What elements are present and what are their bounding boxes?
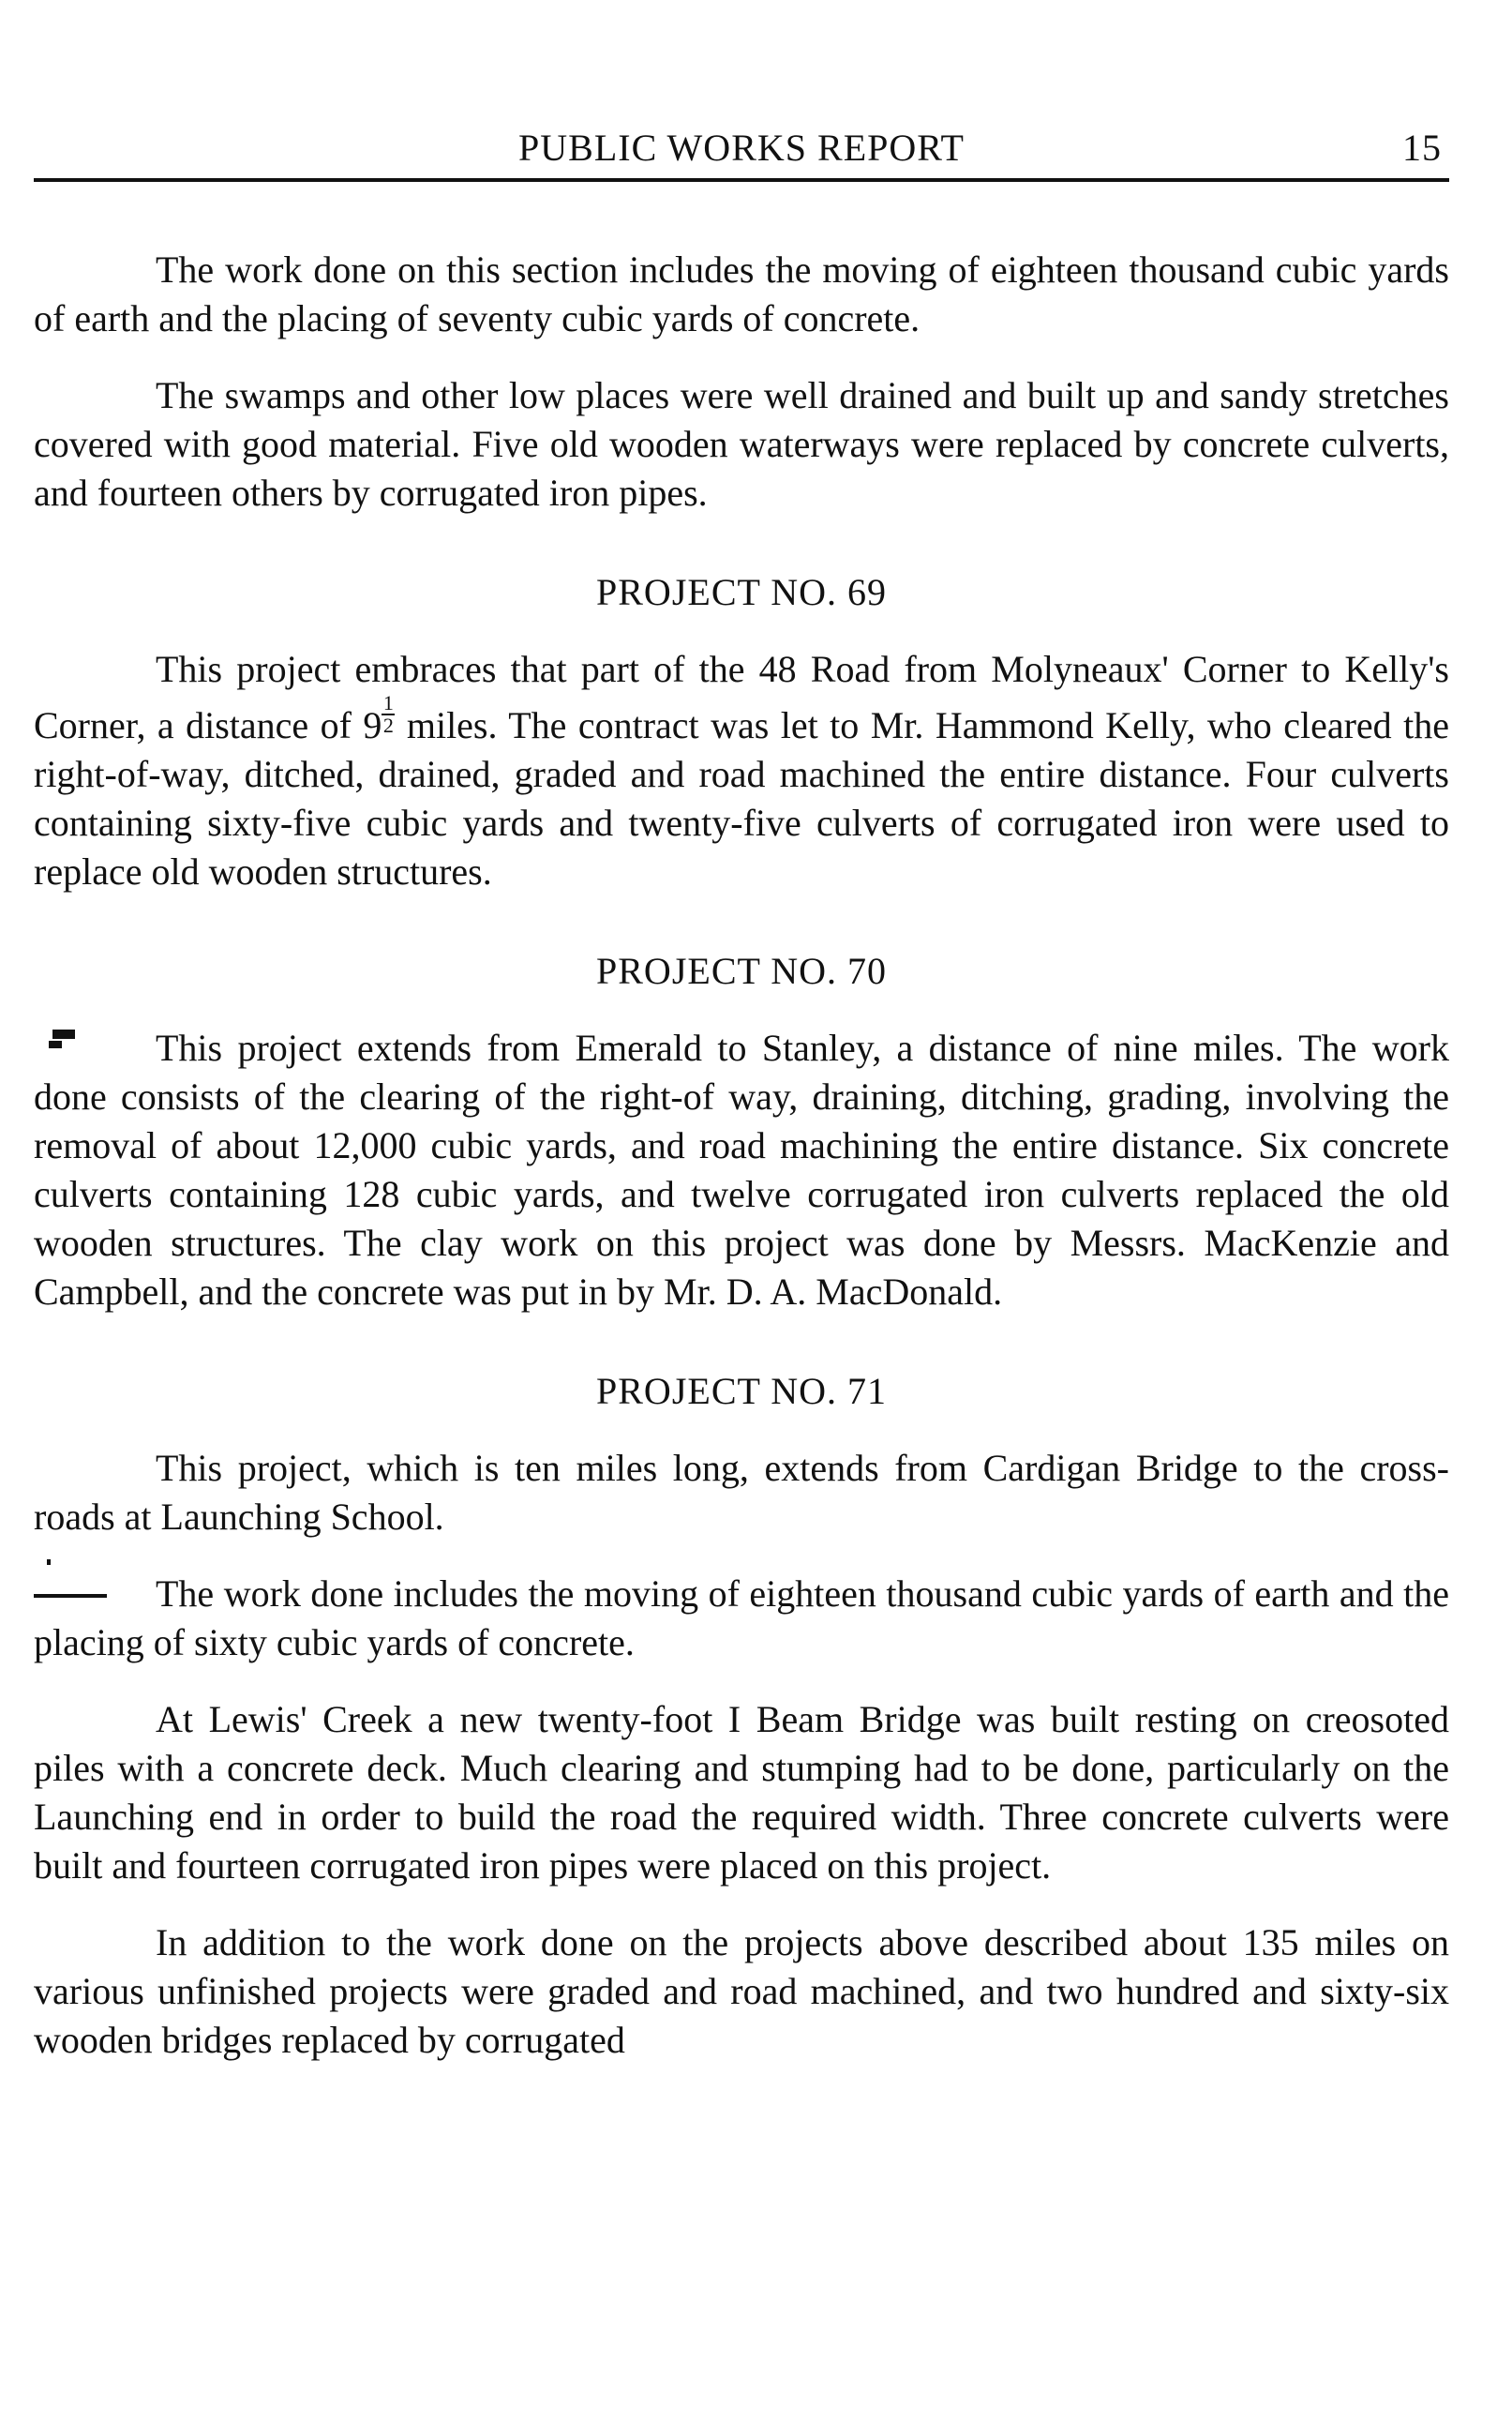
header-rule [34, 178, 1449, 182]
paragraph: The swamps and other low places were well drained and built up and sandy stretches covered with good material. Five old wooden waterways were replaced by concrete culverts, and fourteen others by corrugated iron pipes. [34, 374, 1449, 514]
body-text [34, 246, 1449, 2065]
ink-mark [52, 1030, 75, 1039]
fraction-numerator: 1 [382, 691, 394, 714]
paragraph: At Lewis' Creek a new twenty-foot I Beam Bridge was built resting on creosoted piles with a concrete deck. Much clearing and stumping had to be done, particularly on the Launching end in order to build the road the required width. Three concrete culverts were built and fourteen corrugated iron pipes were placed on this project. [34, 1698, 1449, 1887]
fraction-denominator: 2 [382, 714, 394, 737]
paragraph: In addition to the work done on the projects above described about 135 miles on various unfinished projects were graded and road machined, and two hundred and sixty-six wooden bridges replaced by corrugated [34, 1921, 1449, 2061]
ink-mark [49, 1041, 62, 1048]
document-page [34, 0, 1449, 2436]
running-title: PUBLIC WORKS REPORT [518, 127, 965, 169]
text-run: This project embraces that part of the 48 Road from Molyneaux' Corner to Kelly's Corner, a distance of 9 [34, 648, 1449, 746]
paragraph: The work done on this section includes the moving of eighteen thousand cubic yards of earth and the placing of seventy cubic yards of concrete. [34, 248, 1449, 339]
paragraph-project-69 [34, 645, 1449, 896]
section-heading-project-71: PROJECT NO. 71 [596, 1370, 887, 1412]
ink-mark [34, 1594, 107, 1598]
paragraph: The work done includes the moving of eighteen thousand cubic yards of earth and the placing of sixty cubic yards of concrete. [34, 1572, 1449, 1663]
page-number: 15 [1402, 127, 1442, 169]
fraction [382, 691, 395, 737]
paragraph: This project, which is ten miles long, extends from Cardigan Bridge to the cross-roads at Launching School. [34, 1447, 1449, 1538]
text-run: miles. The contract was let to Mr. Hammond Kelly, who cleared the right-of-way, ditched, drained, graded and road machined the entire distance. Four culverts containing sixty-five cubic yards and twenty-five culverts of corrugated iron were used to replace old wooden structures. [34, 704, 1449, 893]
section-heading-project-69: PROJECT NO. 69 [596, 571, 887, 613]
running-header [34, 120, 1449, 173]
paragraph-project-70: This project extends from Emerald to Stanley, a distance of nine miles. The work done consists of the clearing of the right-of way, draining, ditching, grading, involving the removal of about 12,000 cubic yards, and road machining the entire distance. Six concrete culverts containing 128 cubic yards, and twelve corrugated iron culverts replaced the old wooden structures. The clay work on this project was done by Messrs. MacKenzie and Campbell, and the concrete was put in by Mr. D. A. MacDonald. [34, 1027, 1449, 1313]
section-heading-project-70: PROJECT NO. 70 [596, 950, 887, 992]
ink-mark [47, 1559, 51, 1565]
